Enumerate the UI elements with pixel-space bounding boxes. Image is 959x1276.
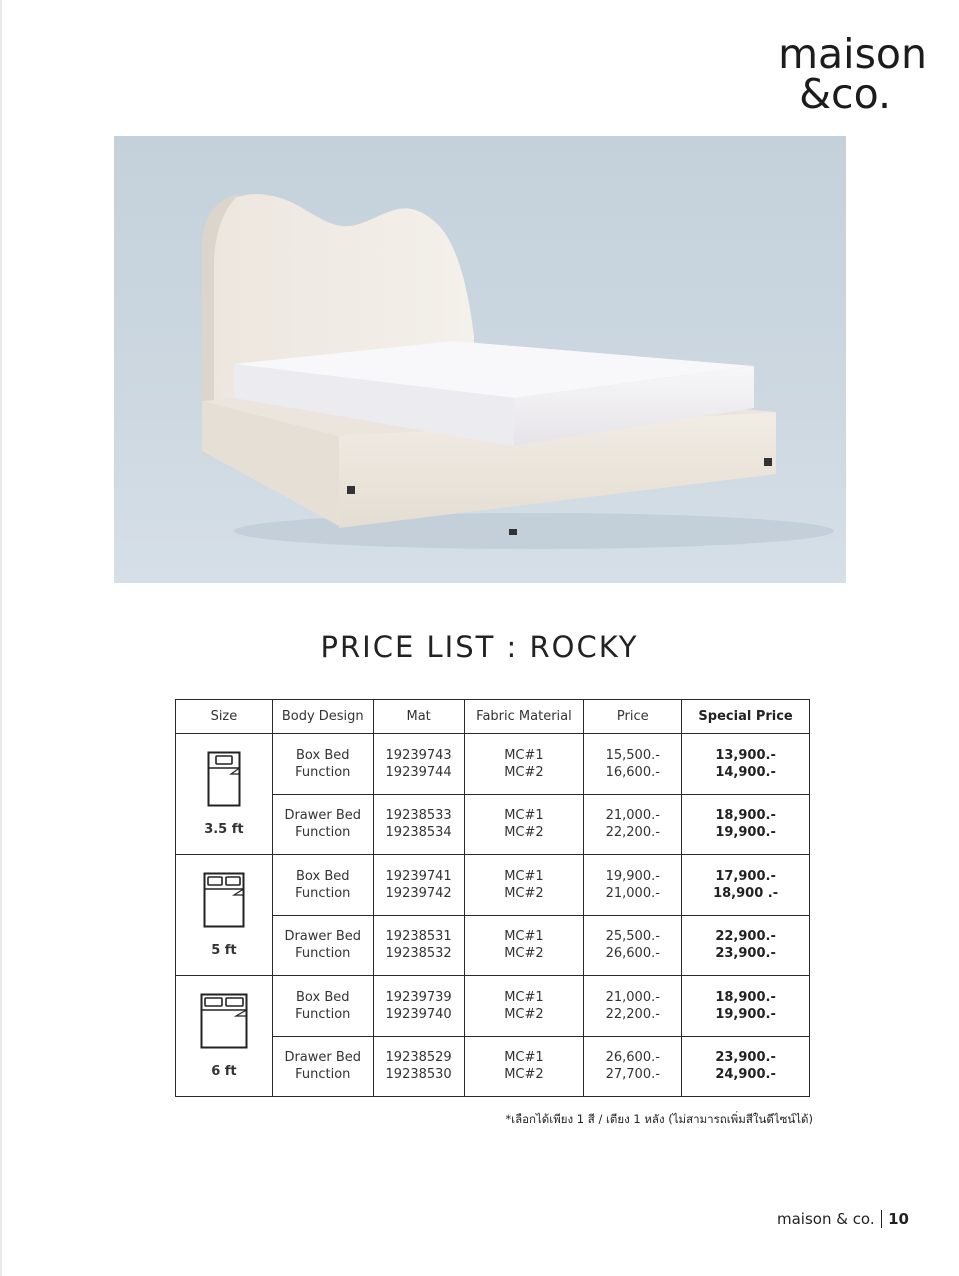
special-price-value: 18,900.- [715,989,776,1005]
special-price-cell [682,915,810,976]
design-cell [272,1036,373,1097]
design-line: Function [295,1006,351,1022]
mat-code: 19238529 [385,1050,452,1066]
header-mat: Mat [373,700,464,734]
fabric-cell [464,915,584,976]
mat-cell [373,976,464,1037]
special-price-value: 18,900.- [715,808,776,824]
design-line: Drawer Bed [284,929,362,945]
mat-code: 19238534 [385,825,452,841]
price-value: 22,200.- [605,825,660,841]
fabric-code: MC#2 [504,946,544,962]
brand-logo [778,30,927,118]
design-line: Box Bed [296,868,350,884]
table-row [176,976,810,1037]
footer-divider [881,1210,883,1228]
header-special-price: Special Price [682,700,810,734]
header-price: Price [584,700,682,734]
price-value: 22,200.- [605,1006,660,1022]
brand-logo-line1: maison [778,30,927,78]
mat-cell [373,915,464,976]
price-value: 21,000.- [605,885,660,901]
special-price-cell [682,976,810,1037]
mat-code: 19239739 [385,989,452,1005]
price-cell [584,734,682,795]
special-price-value: 13,900.- [715,747,776,763]
single-bed-icon [207,751,241,807]
mat-code: 19239740 [385,1006,452,1022]
special-price-value: 23,900.- [715,1050,776,1066]
mat-code: 19238532 [385,946,452,962]
design-cell [272,915,373,976]
king-bed-icon [200,993,248,1049]
fabric-cell [464,794,584,855]
special-price-value: 14,900.- [715,764,776,780]
special-price-cell [682,1036,810,1097]
design-line: Function [295,885,351,901]
header-fabric: Fabric Material [464,700,584,734]
table-row [176,734,810,795]
price-value: 16,600.- [605,764,660,780]
bed-illustration [114,136,846,583]
fabric-code: MC#2 [504,1006,544,1022]
price-value: 19,900.- [605,868,660,884]
special-price-value: 18,900 .- [713,885,779,901]
footer-brand: maison & co. [776,1210,875,1228]
fabric-cell [464,976,584,1037]
price-value: 27,700.- [605,1067,660,1083]
price-value: 21,000.- [605,989,660,1005]
page-number: 10 [888,1210,909,1228]
design-cell [272,734,373,795]
size-cell-5ft [176,855,273,976]
fabric-code: MC#1 [504,989,544,1005]
color-note: *เลือกได้เพียง 1 สี / เตียง 1 หลัง (ไม่สามารถเพิ่มสีในดีไซน์ได้) [505,1112,813,1126]
fabric-cell [464,1036,584,1097]
mat-code: 19239741 [385,868,452,884]
special-price-value: 19,900.- [715,825,776,841]
design-cell [272,976,373,1037]
special-price-value: 23,900.- [715,946,776,962]
price-value: 26,600.- [605,1050,660,1066]
price-cell [584,915,682,976]
special-price-cell [682,794,810,855]
mat-cell [373,855,464,916]
fabric-code: MC#2 [504,1067,544,1083]
mat-code: 19239744 [385,764,452,780]
design-line: Function [295,1067,351,1083]
design-cell [272,794,373,855]
special-price-cell [682,734,810,795]
mat-cell [373,1036,464,1097]
special-price-value: 24,900.- [715,1067,776,1083]
fabric-code: MC#2 [504,825,544,841]
design-line: Drawer Bed [284,1050,362,1066]
fabric-cell [464,734,584,795]
special-price-value: 19,900.- [715,1006,776,1022]
page-footer [777,1210,909,1228]
size-cell-3-5ft [176,734,273,855]
design-cell [272,855,373,916]
price-cell [584,855,682,916]
fabric-code: MC#2 [504,885,544,901]
price-cell [584,794,682,855]
table-header-row [176,700,810,734]
size-label: 5 ft [211,942,237,958]
design-line: Box Bed [296,747,350,763]
mat-code: 19238533 [385,808,452,824]
design-line: Function [295,825,351,841]
queen-bed-icon [203,872,245,928]
mat-cell [373,734,464,795]
header-body-design: Body Design [272,700,373,734]
price-value: 26,600.- [605,946,660,962]
size-label: 6 ft [211,1063,237,1079]
fabric-code: MC#1 [504,1050,544,1066]
design-line: Drawer Bed [284,808,362,824]
price-cell [584,976,682,1037]
fabric-code: MC#1 [504,929,544,945]
special-price-cell [682,855,810,916]
header-size: Size [176,700,273,734]
size-cell-6ft [176,976,273,1097]
table-row [176,855,810,916]
brand-logo-line2: &co. [799,70,891,118]
design-line: Box Bed [296,989,350,1005]
page-title: PRICE LIST : ROCKY [320,630,639,664]
design-line: Function [295,946,351,962]
product-photo [114,136,846,583]
mat-code: 19238530 [385,1067,452,1083]
fabric-cell [464,855,584,916]
mat-cell [373,794,464,855]
price-value: 15,500.- [605,747,660,763]
fabric-code: MC#1 [504,747,544,763]
fabric-code: MC#1 [504,868,544,884]
mat-code: 19238531 [385,929,452,945]
mat-code: 19239743 [385,747,452,763]
fabric-code: MC#1 [504,808,544,824]
size-label: 3.5 ft [204,821,244,837]
special-price-value: 17,900.- [715,868,776,884]
mat-code: 19239742 [385,885,452,901]
price-cell [584,1036,682,1097]
price-value: 25,500.- [605,929,660,945]
fabric-code: MC#2 [504,764,544,780]
price-table [175,699,810,1097]
price-value: 21,000.- [605,808,660,824]
design-line: Function [295,764,351,780]
special-price-value: 22,900.- [715,929,776,945]
